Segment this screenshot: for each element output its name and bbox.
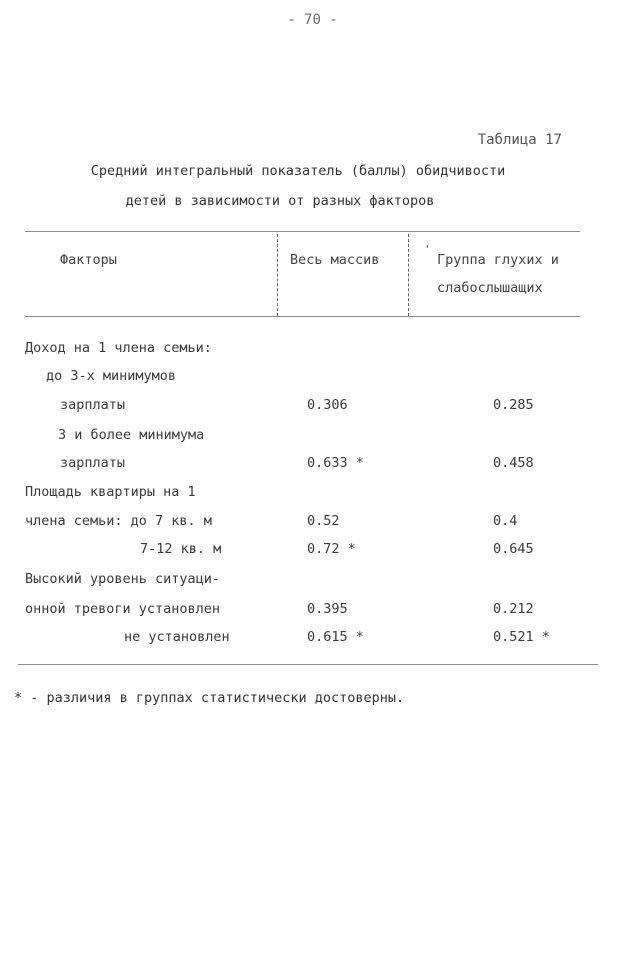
cell-group: 0.285 [493,397,534,413]
row-label: члена семьи: до 7 кв. м [25,513,212,529]
cell-all: 0.306 [307,397,348,413]
header-group-line-2: слабослышащих [437,280,543,296]
column-divider-1 [277,234,278,316]
row-label: 7-12 кв. м [140,541,222,557]
page-number: - 70 - [287,12,338,28]
table-bottom-rule [18,664,598,665]
table-title-line-1: Средний интегральный показатель (баллы) обидчивости [90,163,506,179]
cell-all: 0.615 * [307,629,364,645]
row-label: Площадь квартиры на 1 [25,484,196,500]
header-factors: Факторы [60,252,117,268]
cell-group: 0.212 [493,601,534,617]
header-group-line-1: Группа глухих и [437,252,559,268]
column-divider-2 [408,234,409,316]
table-header-rule [25,316,580,317]
cell-all: 0.72 * [307,541,356,557]
row-label: не установлен [124,629,230,645]
cell-group: 0.645 [493,541,534,557]
row-label: Доход на 1 члена семьи: [25,340,212,356]
row-label: зарплаты [60,455,126,471]
row-label: онной тревоги установлен [25,601,221,617]
cell-group: 0.458 [493,455,534,471]
cell-all: 0.633 * [307,455,364,471]
row-label: Высокий уровень ситуаци- [25,571,221,587]
row-label: 3 и более минимума [58,427,205,443]
footnote: * - различия в группах статистически достоверны. [14,690,405,706]
cell-all: 0.395 [307,601,348,617]
table-title-line-2: детей в зависимости от разных факторов [125,193,435,209]
row-label: до 3-х минимумов [46,368,177,384]
row-label: зарплаты [60,397,126,413]
header-tick-mark: ' [424,243,431,256]
cell-group: 0.521 * [493,629,550,645]
cell-all: 0.52 [307,513,340,529]
table-top-rule [25,231,580,232]
table-label: Таблица 17 [477,132,562,148]
header-all: Весь массив [290,252,380,268]
cell-group: 0.4 [493,513,518,529]
